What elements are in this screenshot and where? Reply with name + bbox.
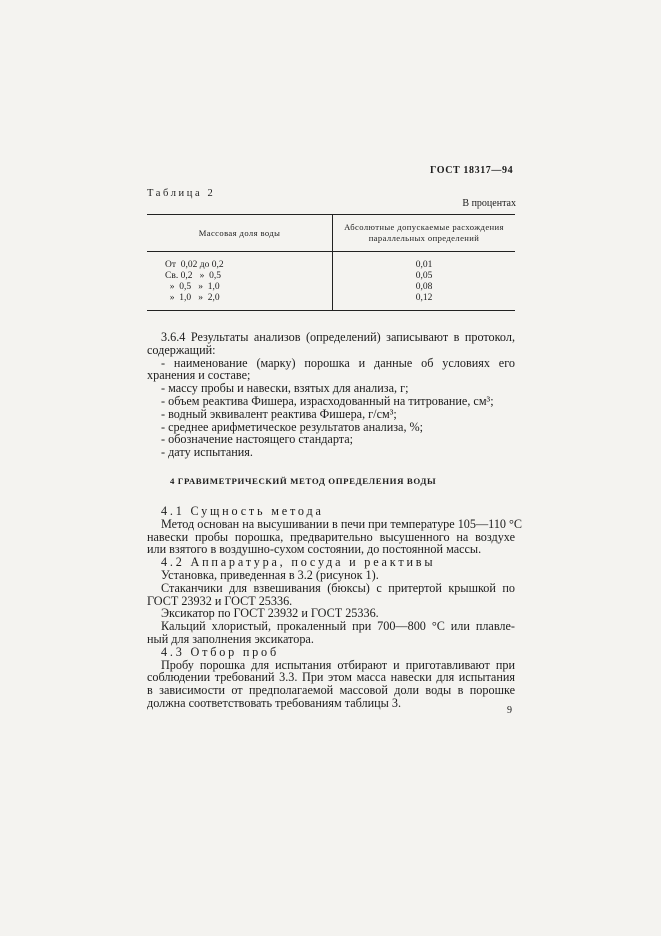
table-label: Таблица 2	[147, 188, 216, 199]
paragraph-line: ный для заполнения эксикатора.	[147, 631, 314, 646]
protocol-section	[147, 331, 515, 459]
range-cell	[147, 252, 333, 311]
tolerance-cell	[333, 252, 516, 311]
paragraph-line: навески пробы порошка, предварительно высушенного на воздухе	[147, 529, 515, 544]
tolerance-value: 0,01	[415, 260, 433, 270]
range-value: Св. 0,2 » 0,5	[165, 271, 221, 281]
paragraph-line: Пробу порошка для испытания отбирают и приготавливают при	[161, 657, 515, 672]
paragraph-line: Эксикатор по ГОСТ 23932 и ГОСТ 25336.	[161, 606, 379, 621]
paragraph-line: ГОСТ 23932 и ГОСТ 25336.	[147, 593, 293, 608]
paragraph-line: должна соответствовать требованиям таблицы 3.	[147, 695, 402, 710]
list-item: - обозначение настоящего стандарта;	[161, 432, 354, 447]
paragraph-line: Метод основан на высушивании в печи при температуре 105—110 °С	[161, 516, 523, 531]
list-item: - массу пробы и навески, взятых для анализа, г;	[161, 381, 409, 396]
table-row	[147, 252, 515, 311]
col-header-tolerance-line1: Абсолютные допускаемые расхождения	[344, 222, 504, 232]
list-item-continuation: хранения и составе;	[147, 368, 251, 383]
col-header-tolerance-line2: параллельных определений	[368, 233, 480, 243]
list-item: - дату испытания.	[161, 445, 253, 460]
list-item: - объем реактива Фишера, израсходованный на титрование, см³;	[161, 393, 494, 408]
paragraph-line: в зависимости от предполагаемой массовой доли воды в порошке	[147, 683, 515, 698]
list-item: - наименование (марку) порошка и данные об условиях его	[161, 355, 515, 370]
subsection-heading: 4.2 Аппаратура, посуда и реактивы	[161, 555, 436, 570]
tolerance-value: 0,05	[415, 271, 433, 281]
paragraph-line: Кальций хлористый, прокаленный при 700—800 °С или плавле-	[161, 619, 515, 634]
range-value: » 1,0 » 2,0	[165, 293, 220, 303]
paragraph-line: Установка, приведенная в 3.2 (рисунок 1).	[161, 567, 379, 582]
water-fraction-table	[147, 214, 515, 311]
paragraph-line: содержащий:	[147, 342, 216, 357]
list-item: - среднее арифметическое результатов анализа, %;	[161, 419, 424, 434]
paragraph-line: Стаканчики для взвешивания (бюксы) с притертой крышкой по	[161, 580, 515, 595]
col-header-tolerance	[333, 215, 516, 252]
document-code: ГОСТ 18317—94	[430, 165, 514, 176]
gravimetric-section	[147, 504, 523, 710]
page-number: 9	[507, 705, 512, 716]
paragraph-line: 3.6.4 Результаты анализов (определений) записывают в протокол,	[161, 330, 515, 344]
section-title: 4 ГРАВИМЕТРИЧЕСКИЙ МЕТОД ОПРЕДЕЛЕНИЯ ВОДЫ	[170, 476, 437, 486]
tolerance-value: 0,08	[415, 282, 433, 292]
list-item: - водный эквивалент реактива Фишера, г/см³;	[161, 406, 397, 421]
subsection-heading: 4.1 Сущность метода	[161, 504, 324, 518]
paragraph-line: или взятого в воздушно-сухом состоянии, до постоянной массы.	[147, 542, 482, 557]
paragraph-line: соблюдении требований 3.3. При этом масса навески для испытания	[147, 670, 515, 685]
range-value: От 0,02 до 0,2	[165, 260, 224, 270]
table-units: В процентах	[462, 198, 516, 209]
range-value: » 0,5 » 1,0	[165, 282, 220, 292]
tolerance-value: 0,12	[415, 293, 433, 303]
subsection-heading: 4.3 Отбор проб	[161, 644, 279, 659]
col-header-mass-fraction: Массовая доля воды	[147, 215, 333, 252]
